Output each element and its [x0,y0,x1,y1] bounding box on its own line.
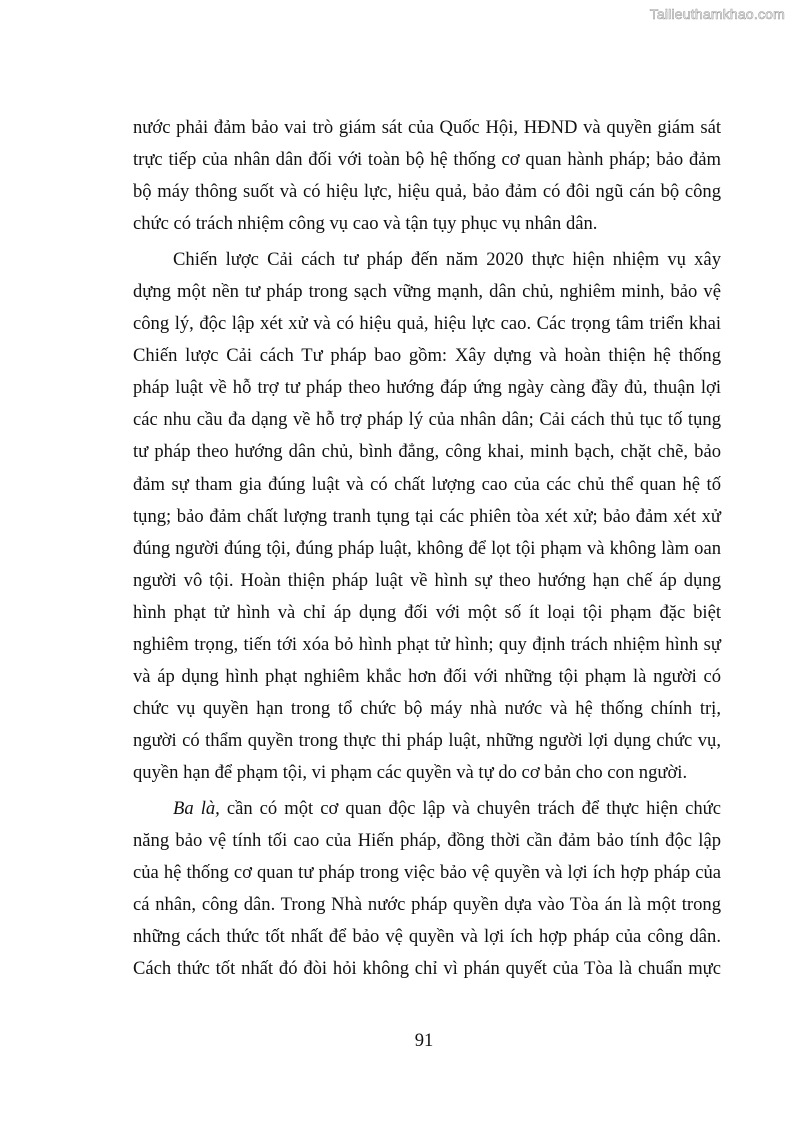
line-text: tư pháp theo hướng dân chủ, bình đẳng, công khai, minh bạch, chặt chẽ, bảo [133,441,721,463]
text-line [133,825,721,857]
line-text: người vô tội. Hoàn thiện pháp luật về hình sự theo hướng hạn chế áp dụng [133,569,721,591]
line-text: năng bảo vệ tính tối cao của Hiến pháp, đồng thời cần đảm bảo tính độc lập [133,830,721,852]
text-line [133,176,721,208]
text-line [133,889,721,921]
text-line [133,144,721,176]
text-line [133,693,721,725]
paragraph [133,112,721,240]
lead-italic: Ba là, [173,797,220,819]
line-text: chức có trách nhiệm công vụ cao và tận tụy phục vụ nhân dân. [133,213,598,235]
text-line [133,629,721,661]
line-text: những cách thức tốt nhất để bảo vệ quyền và lợi ích hợp pháp của công dân. [133,926,721,948]
text-line [133,469,721,501]
line-text: của hệ thống cơ quan tư pháp trong việc bảo vệ quyền và lợi ích hợp pháp của [133,862,721,884]
line-text: cá nhân, công dân. Trong Nhà nước pháp quyền dựa vào Tòa án là một trong [133,894,721,916]
line-text: Cách thức tốt nhất đó đòi hỏi không chỉ vì phán quyết của Tòa là chuẩn mực [133,958,721,980]
line-text: công lý, độc lập xét xử và có hiệu quả, hiệu lực cao. Các trọng tâm triển khai [133,313,721,335]
line-text: quyền hạn để phạm tội, vi phạm các quyền và tự do cơ bản cho con người. [133,761,688,783]
text-line [133,757,721,789]
line-text: các nhu cầu đa dạng về hỗ trợ pháp lý của nhân dân; Cải cách thủ tục tố tụng [133,409,721,431]
line-text: và áp dụng hình phạt nghiêm khắc hơn đối với những tội phạm là người có [133,665,721,687]
line-text: tụng; bảo đảm chất lượng tranh tụng tại các phiên tòa xét xử; bảo đảm xét xử [133,505,721,527]
paragraph [133,793,721,985]
text-line [133,340,721,372]
text-line [133,921,721,953]
document-body [133,112,721,985]
line-text: bộ máy thông suốt và có hiệu lực, hiệu quả, bảo đảm có đôi ngũ cán bộ công [133,181,721,203]
text-line [133,276,721,308]
text-line [133,501,721,533]
text-line [133,533,721,565]
line-text: pháp luật về hỗ trợ tư pháp theo hướng đáp ứng ngày càng đầy đủ, thuận lợi [133,377,721,399]
text-line [133,308,721,340]
text-line [133,436,721,468]
text-line [133,244,721,276]
line-text: hình phạt tử hình và chỉ áp dụng đối với một số ít loại tội phạm đặc biệt [133,601,721,623]
text-line [133,112,721,144]
line-text: Chiến lược Cải cách Tư pháp bao gồm: Xây dựng và hoàn thiện hệ thống [133,345,721,367]
text-line [133,372,721,404]
text-line [133,857,721,889]
page-number: 91 [414,1030,434,1051]
text-line [133,597,721,629]
line-text: Chiến lược Cải cách tư pháp đến năm 2020 thực hiện nhiệm vụ xây [173,249,721,271]
text-line [133,793,721,825]
text-line [133,565,721,597]
watermark: Tailieuthamkhao.com [649,6,785,22]
text-line [133,404,721,436]
text-line [133,725,721,757]
line-text: nước phải đảm bảo vai trò giám sát của Quốc Hội, HĐND và quyền giám sát [133,117,721,138]
text-line [133,953,721,985]
line-text: người có thẩm quyền trong thực thi pháp luật, những người lợi dụng chức vụ, [133,729,721,751]
text-line [133,661,721,693]
line-text: chức vụ quyền hạn trong tổ chức bộ máy nhà nước và hệ thống chính trị, [133,697,721,719]
text-line [133,208,721,240]
line-text: dựng một nền tư pháp trong sạch vững mạnh, dân chủ, nghiêm minh, bảo vệ [133,281,721,303]
line-text: nghiêm trọng, tiến tới xóa bỏ hình phạt tử hình; quy định trách nhiệm hình sự [133,633,721,655]
paragraph [133,244,721,789]
line-text: đúng người đúng tội, đúng pháp luật, không để lọt tội phạm và không làm oan [133,537,721,559]
line-text: đảm sự tham gia đúng luật và có chất lượng cao của các chủ thể quan hệ tố [133,473,721,495]
line-text: trực tiếp của nhân dân đối với toàn bộ hệ thống cơ quan hành pháp; bảo đảm [133,149,721,171]
line-text: cần có một cơ quan độc lập và chuyên trách để thực hiện chức [219,797,721,819]
